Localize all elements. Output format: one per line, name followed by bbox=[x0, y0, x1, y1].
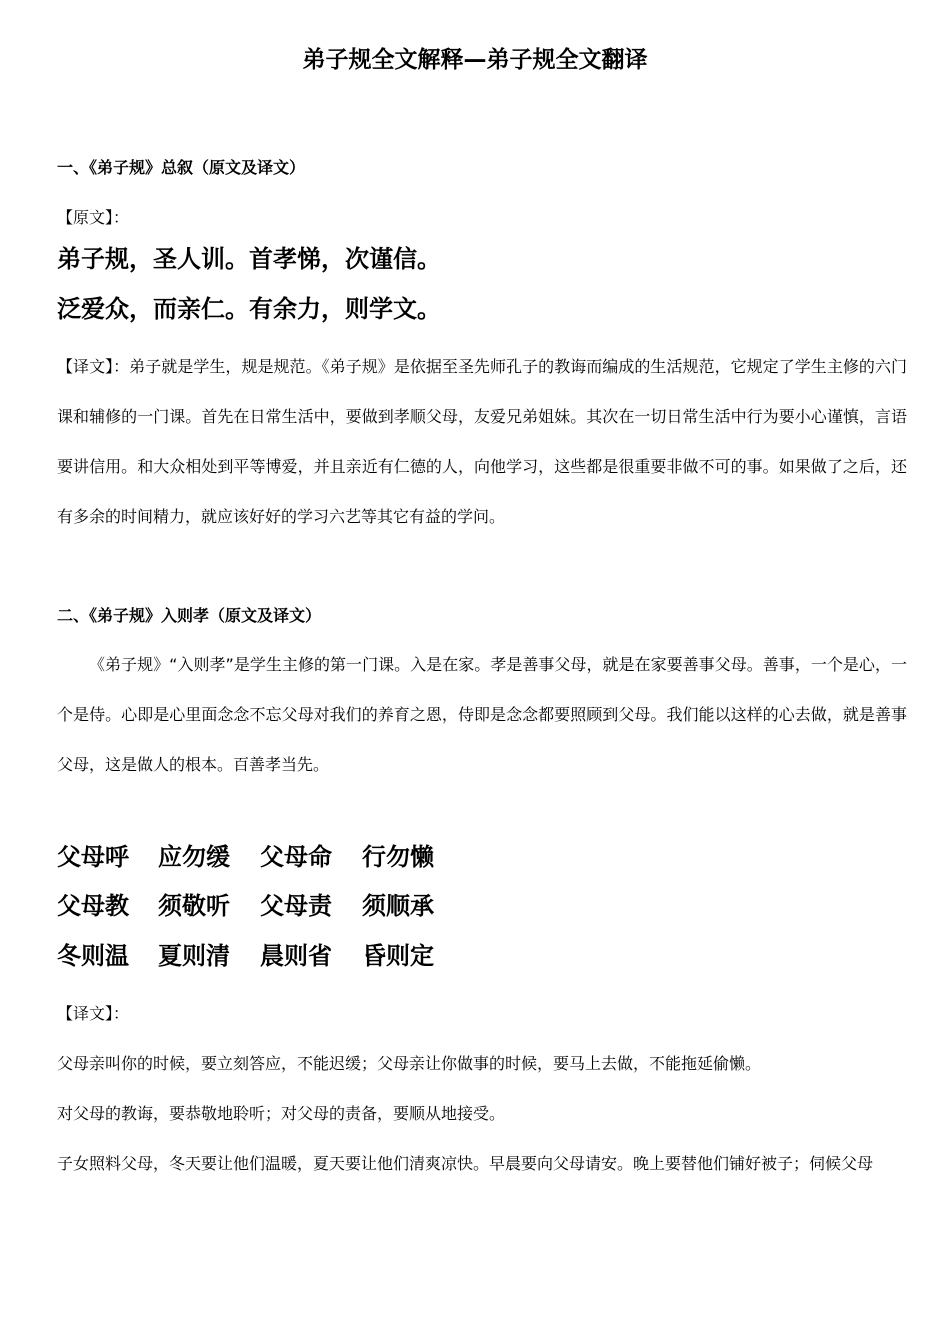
section-1-verse-line: 泛爱众，而亲仁。有余力，则学文。 bbox=[57, 295, 441, 323]
translation-line: 对父母的教诲，要恭敬地聆听；对父母的责备，要顺从地接受。 bbox=[57, 1104, 506, 1123]
verse-phrase: 须敬听 bbox=[158, 892, 230, 920]
verse-phrase: 父母教 bbox=[57, 892, 129, 920]
section-2-heading: 二、《弟子规》入则孝（原文及译文） bbox=[57, 606, 322, 625]
translation-line: 子女照料父母，冬天要让他们温暖，夏天要让他们清爽凉快。早晨要向父母请安。晚上要替他们铺好被子；伺候父母 bbox=[57, 1154, 874, 1173]
verse-phrase: 父母责 bbox=[260, 892, 332, 920]
verse-phrase: 冬则温 bbox=[57, 942, 129, 970]
verse-phrase: 父母命 bbox=[260, 843, 332, 871]
section-2-intro: 《弟子规》“入则孝”是学生主修的第一门课。入是在家。孝是善事父母，就是在家要善事父母。善事，一个是心，一个是侍。心即是心里面念念不忘父母对我们的养育之恩，侍即是念念都要照顾到父母。我们能以这样的心去做，就是善事父母，这是做人的根本。百善孝当先。 bbox=[57, 655, 907, 774]
section-2-translation-label: 【译文】： bbox=[57, 1004, 130, 1023]
verse-phrase: 须顺承 bbox=[362, 892, 434, 920]
verse-phrase: 昏则定 bbox=[362, 942, 434, 970]
verse-phrase: 父母呼 bbox=[57, 843, 129, 871]
verse-row bbox=[57, 939, 477, 973]
document-title: 弟子规全文解释—弟子规全文翻译 bbox=[302, 47, 648, 73]
section-1-heading: 一、《弟子规》总叙（原文及译文） bbox=[57, 158, 306, 177]
section-1-translation: 【译文】：弟子就是学生，规是规范。《弟子规》是依据至圣先师孔子的教诲而编成的生活规范，它规定了学生主修的六门课和辅修的一门课。首先在日常生活中，要做到孝顺父母，友爱兄弟姐妹。其次在一切日常生活中行为要小心谨慎，言语要讲信用。和大众相处到平等博爱，并且亲近有仁德的人，向他学习，这些都是很重要非做不可的事。如果做了之后，还有多余的时间精力，就应该好好的学习六艺等其它有益的学问。 bbox=[57, 357, 907, 526]
verse-row bbox=[57, 840, 477, 874]
verse-phrase: 晨则省 bbox=[260, 942, 332, 970]
verse-row bbox=[57, 889, 477, 923]
translation-line: 父母亲叫你的时候，要立刻答应，不能迟缓；父母亲让你做事的时候，要马上去做，不能拖延偷懒。 bbox=[57, 1054, 762, 1073]
verse-phrase: 夏则清 bbox=[158, 942, 230, 970]
verse-phrase: 行勿懒 bbox=[362, 843, 434, 871]
verse-phrase: 应勿缓 bbox=[158, 843, 230, 871]
section-1-original-label: 【原文】： bbox=[57, 208, 130, 227]
section-1-verse-line: 弟子规，圣人训。首孝悌，次谨信。 bbox=[57, 245, 441, 273]
